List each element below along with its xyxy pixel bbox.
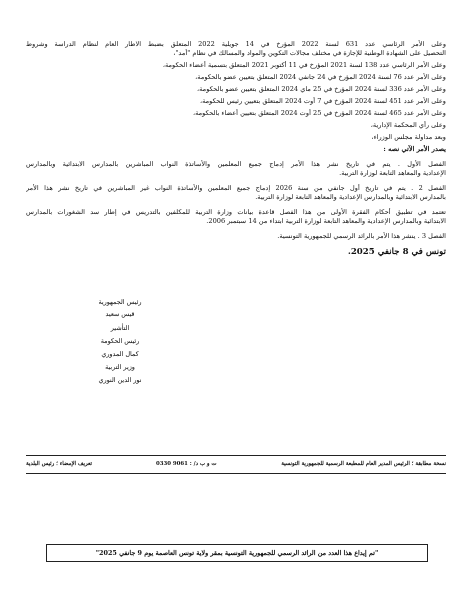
article-2-line: تعتمد في تطبيق أحكام الفقرة الأولى من هذا الفصل قاعدة بيانات وزارة التربية للمكلفين بالتدريس في إطار سد الشغورات بالمدارس — [26, 208, 446, 216]
president-title: رئيس الجمهورية — [98, 298, 142, 306]
countersign-label: التأشير — [110, 324, 130, 332]
president-name: قيس سعيد — [105, 310, 135, 318]
article-1-line: الفصل الأول . يتم في تاريخ نشر هذا الأمر إدماج جميع المعلمين والأساتذة النواب المباشرين بالمدارس الابتدائية وبالمدارس — [26, 160, 446, 168]
footer-divider — [26, 455, 446, 456]
preamble-line: وعلى الأمر الرئاسي عدد 631 لسنة 2022 المؤرخ في 14 جويلية 2022 المتعلق بضبط الاطار العام لنظام الدراسة وشروط — [26, 40, 446, 48]
preamble-line: وعلى الأمر عدد 451 لسنة 2024 المؤرخ في 7 أوت 2024 المتعلق بتعيين رئيس للحكومة، — [199, 97, 446, 105]
preamble-line: وعلى الأمر عدد 465 لسنة 2024 المؤرخ في 25 أوت 2024 المتعلق بتعيين أعضاء بالحكومة، — [192, 109, 446, 117]
preamble-line: وعلى الأمر عدد 76 لسنة 2024 المؤرخ في 24 جانفي 2024 المتعلق بتعيين عضو بالحكومة، — [195, 73, 446, 81]
minister-name: نور الدين النوري — [98, 376, 142, 384]
deposit-notice: "تم إيداع هذا العدد من الرائد الرسمي للجمهورية التونسية بمقر ولاية تونس العاصمة يوم 9 جانفي 2025" — [46, 544, 428, 562]
article-3-line: الفصل 3 . ينشر هذا الأمر بالرائد الرسمي للجمهورية التونسية. — [277, 232, 446, 240]
footer-identity: تعريف الإمضاء ؛ رئيس البلدية — [26, 461, 93, 467]
pm-name: كمال المدوري — [101, 350, 139, 358]
preamble-line: وعلى الأمر الرئاسي عدد 138 لسنة 2021 المؤرخ في 11 أكتوبر 2021 المتعلق بتسمية أعضاء الحكومة، — [162, 61, 446, 69]
preamble-line: وبعد مداولة مجلس الوزراء، — [371, 133, 446, 141]
decree-body — [26, 40, 446, 258]
footer-divider — [26, 473, 446, 474]
article-2-line: بالمدارس الابتدائية وبالمدارس الإعدادية والمعاهد التابعة لوزارة التربية. — [255, 193, 446, 201]
preamble-line: وعلى الأمر عدد 336 لسنة 2024 المؤرخ في 25 ماي 2024 المتعلق بتعيين عضو بالحكومة، — [197, 85, 446, 93]
minister-title: وزير التربية — [105, 363, 135, 371]
footer-copy-text: نسخة مطابقة ؛ الرئيس المدير العام للمطبعة الرسمية للجمهورية التونسية — [281, 461, 446, 467]
preamble-line: التحصيل على الشهادة الوطنية للإجازة في مختلف مجالات التكوين والمواد والمسالك في نظام "أمد"، — [173, 49, 446, 57]
article-1-line: الإعدادية والمعاهد التابعة لوزارة التربية. — [339, 169, 446, 177]
pm-title: رئيس الحكومة — [100, 337, 140, 345]
enacting-clause: يصدر الأمر الآتي نصه : — [383, 145, 446, 153]
article-2-line: الابتدائية وبالمدارس الإعدادية والمعاهد التابعة لوزارة التربية ابتداء من 14 سبتمبر 2006. — [206, 217, 446, 225]
preamble-line: وعلى رأي المحكمة الإدارية، — [370, 121, 446, 129]
footer-code: ت و ب د/ : 9061 0330 — [156, 461, 217, 467]
article-2-line: الفصل 2 . يتم في تاريخ أول جانفي من سنة 2026 إدماج جميع المعلمين والأساتذة النواب غير المباشرين في تاريخ نشر هذا الأمر — [26, 184, 446, 192]
footer — [26, 461, 446, 471]
date-line: تونس في 8 جانفي 2025. — [347, 247, 446, 257]
